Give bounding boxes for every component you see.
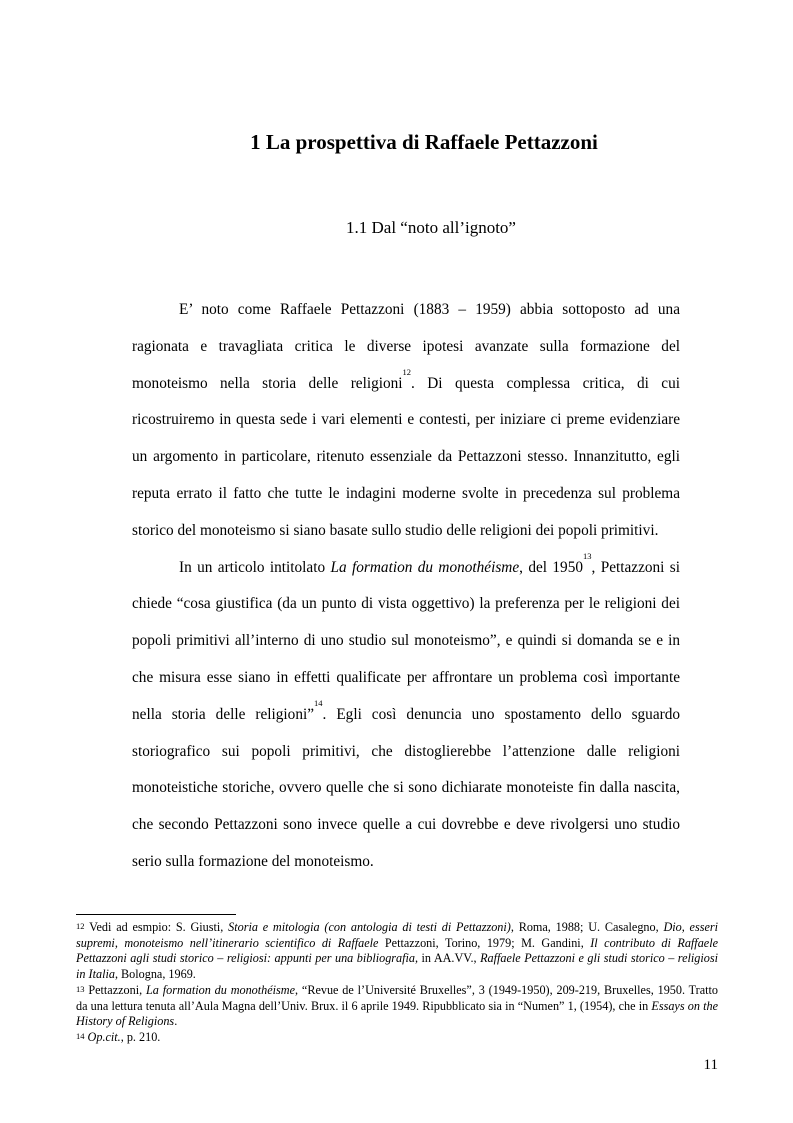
page-number: 11: [703, 1057, 718, 1073]
footnote-14: [76, 1030, 718, 1046]
footnote-italic: Il contributo di Raffaele Pettazzoni agli studi storico – religiosi: appunti per una bibliografia,: [76, 935, 718, 966]
section-title: 1.1 Dal “noto all’ignoto”: [346, 218, 516, 237]
paragraph-text: , del 1950: [519, 558, 583, 576]
footnote-text: , p. 210.: [120, 1029, 161, 1044]
footnote-italic: Dio, esseri supremi, monoteismo nell’itinerario scientifico di Raffaele: [76, 920, 718, 950]
paragraph-text: . Egli così denuncia uno spostamento dello sguardo storiografico sui popoli primitivi, che distoglierebbe l’attenzione dalle religioni monoteistiche storiche, ovvero quelle che si sono dichiarate monoteiste fin dalla nascita, che secondo Pettazzoni sono invece quelle a cui dovrebbe e deve rivolgersi uno studio serio sulla formazione del monoteismo.: [132, 705, 680, 870]
paragraph-text: , Pettazzoni si chiede “cosa giustifica (da un punto di vista oggettivo) la preferenza per le religioni dei popoli primitivi all’interno di uno studio sul monoteismo”, e quindi si domanda se e in che misura esse siano in effetti qualificate per affrontare un problema così importante nella storia delle religioni”: [132, 558, 680, 723]
footnote-text: , Roma, 1988; U. Casalegno,: [510, 920, 664, 934]
paragraph-text: In un articolo intitolato: [179, 558, 331, 576]
footnote-italic: La formation du monothéisme: [146, 982, 296, 997]
footnote-italic: Essays on the History of Religions: [76, 998, 718, 1029]
footnote-separator: [76, 914, 236, 915]
footnote-text: Vedi ad esmpio: S. Giusti,: [84, 920, 229, 934]
footnote-number: 13: [76, 983, 85, 994]
footnote-13: [76, 983, 718, 1030]
footnote-italic: Raffaele Pettazzoni e gli studi storico – religiosi in Italia: [76, 951, 718, 982]
footnote-italic: Op.cit.: [87, 1029, 121, 1044]
footnote-12: [76, 920, 718, 983]
footnote-text: .: [174, 1014, 178, 1029]
paragraph-text: E’ noto come Raffaele Pettazzoni (1883 – 1959) abbia sottoposto ad una ragionata e travagliata critica le diverse ipotesi avanzate sulla formazione del monoteismo nella storia delle religioni: [132, 301, 680, 392]
footnote-text: in AA.VV.,: [418, 951, 481, 966]
footnote-ref-14[interactable]: 14: [314, 697, 323, 708]
footnote-italic: Storia e mitologia (con antologia di testi di Pettazzoni): [228, 920, 511, 934]
footnote-text: , “Revue de l’Université Bruxelles”, 3 (1949-1950), 209-219, Bruxelles, 1950. Tratto da una lettura tenuta all’Aula Magna dell’Univ. Brux. il 6 aprile 1949. Ripubblicato sia in “Numen” 1, (1954), che in: [76, 982, 719, 1013]
footnote-ref-13[interactable]: 13: [583, 550, 592, 561]
article-title: La formation du monothéisme: [330, 558, 520, 576]
paragraph: [132, 550, 680, 881]
chapter-title: 1 La prospettiva di Raffaele Pettazzoni: [250, 130, 598, 154]
footnote-text: , Bologna, 1969.: [114, 967, 196, 982]
footnotes: [76, 920, 718, 1046]
footnote-number: 14: [76, 1030, 85, 1041]
body-text: [132, 292, 680, 881]
paragraph-text: . Di questa complessa critica, di cui ricostruiremo in questa sede i vari elementi e contesti, per iniziare ci preme evidenziare un argomento in particolare, ritenuto essenziale da Pettazzoni stesso. Innanzitutto, egli reputa errato il fatto che tutte le indagini moderne svolte in precedenza sul problema storico del monoteismo si siano basate sullo studio delle religioni dei popoli primitivi.: [132, 374, 680, 539]
footnote-text: Pettazzoni, Torino, 1979; M. Gandini,: [378, 935, 591, 950]
footnote-number: 12: [76, 921, 85, 931]
footnote-ref-12[interactable]: 12: [402, 366, 412, 377]
paragraph: [132, 292, 680, 550]
footnote-text: Pettazzoni,: [84, 982, 147, 997]
